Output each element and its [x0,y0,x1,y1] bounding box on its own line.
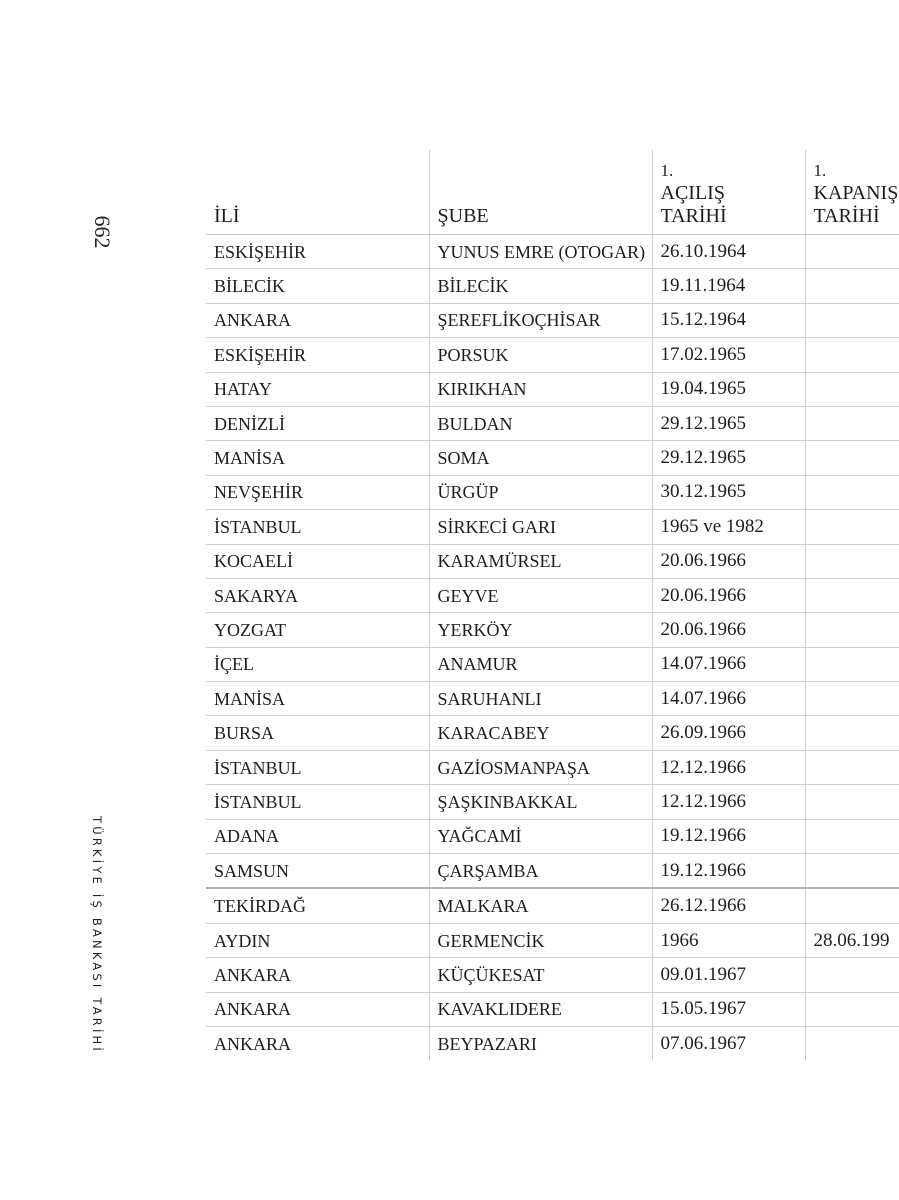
cell-kapanis [805,269,899,303]
cell-kapanis: 28.06.199 [805,923,899,957]
cell-il: İSTANBUL [206,785,429,819]
table-row [206,303,899,337]
table-row [206,750,899,784]
cell-il: MANİSA [206,441,429,475]
table-row [206,338,899,372]
cell-acilis: 20.06.1966 [652,544,805,578]
cell-sube: ŞEREFLİKOÇHİSAR [429,303,652,337]
cell-acilis: 1966 [652,923,805,957]
cell-kapanis [805,613,899,647]
table-row [206,269,899,303]
table-row [206,613,899,647]
cell-il: KOCAELİ [206,544,429,578]
cell-sube: KIRIKHAN [429,372,652,406]
cell-il: SAMSUN [206,854,429,889]
table-header [206,150,899,235]
cell-acilis: 1965 ve 1982 [652,510,805,544]
table-body [206,235,899,1061]
table-row [206,785,899,819]
table-row [206,854,899,889]
table-row [206,923,899,957]
cell-acilis: 19.12.1966 [652,854,805,889]
table-row [206,716,899,750]
branch-table [206,150,899,1060]
cell-acilis: 14.07.1966 [652,682,805,716]
table-row [206,235,899,269]
cell-sube: MALKARA [429,888,652,923]
cell-sube: BEYPAZARI [429,1026,652,1060]
cell-acilis: 09.01.1967 [652,958,805,992]
cell-il: ANKARA [206,958,429,992]
cell-il: BURSA [206,716,429,750]
header-row [206,150,899,235]
cell-kapanis [805,716,899,750]
cell-kapanis [805,819,899,853]
table-row [206,958,899,992]
cell-il: YOZGAT [206,613,429,647]
table-row [206,510,899,544]
cell-il: İSTANBUL [206,750,429,784]
header-kapanis-sublabel: TARİHİ [813,205,880,227]
cell-kapanis [805,544,899,578]
cell-sube: BİLECİK [429,269,652,303]
cell-kapanis [805,578,899,612]
cell-sube: ÜRGÜP [429,475,652,509]
cell-kapanis [805,958,899,992]
cell-acilis: 12.12.1966 [652,785,805,819]
cell-kapanis [805,992,899,1026]
cell-il: ESKİŞEHİR [206,338,429,372]
cell-sube: YERKÖY [429,613,652,647]
table-row [206,647,899,681]
table-row [206,578,899,612]
cell-il: ANKARA [206,303,429,337]
cell-kapanis [805,510,899,544]
table-row [206,544,899,578]
cell-kapanis [805,888,899,923]
header-acilis-sublabel: TARİHİ [660,205,727,227]
cell-kapanis [805,303,899,337]
cell-acilis: 29.12.1965 [652,441,805,475]
cell-sube: SOMA [429,441,652,475]
cell-sube: YUNUS EMRE (OTOGAR) [429,235,652,269]
cell-il: MANİSA [206,682,429,716]
cell-acilis: 26.12.1966 [652,888,805,923]
cell-il: TEKİRDAĞ [206,888,429,923]
table-row [206,1026,899,1060]
cell-sube: KÜÇÜKESAT [429,958,652,992]
table-row [206,992,899,1026]
cell-sube: PORSUK [429,338,652,372]
cell-sube: GEYVE [429,578,652,612]
cell-sube: YAĞCAMİ [429,819,652,853]
cell-kapanis [805,682,899,716]
cell-acilis: 20.06.1966 [652,578,805,612]
cell-il: HATAY [206,372,429,406]
cell-acilis: 19.11.1964 [652,269,805,303]
cell-sube: GERMENCİK [429,923,652,957]
cell-kapanis [805,338,899,372]
header-acilis-index: 1. [660,161,674,180]
table-row [206,475,899,509]
header-acilis [652,150,805,235]
header-kapanis-index: 1. [813,161,827,180]
cell-acilis: 12.12.1966 [652,750,805,784]
page-number: 662 [90,215,115,249]
header-kapanis-label: KAPANIŞ [813,182,899,204]
cell-sube: GAZİOSMANPAŞA [429,750,652,784]
cell-il: AYDIN [206,923,429,957]
cell-sube: BULDAN [429,406,652,440]
table-row [206,406,899,440]
cell-kapanis [805,235,899,269]
cell-sube: SARUHANLI [429,682,652,716]
cell-il: SAKARYA [206,578,429,612]
cell-sube: ŞAŞKINBAKKAL [429,785,652,819]
cell-acilis: 07.06.1967 [652,1026,805,1060]
cell-il: NEVŞEHİR [206,475,429,509]
cell-il: ADANA [206,819,429,853]
cell-acilis: 26.10.1964 [652,235,805,269]
cell-acilis: 19.04.1965 [652,372,805,406]
cell-acilis: 20.06.1966 [652,613,805,647]
cell-kapanis [805,1026,899,1060]
cell-sube: SİRKECİ GARI [429,510,652,544]
cell-il: ANKARA [214,1033,292,1054]
cell-kapanis [805,785,899,819]
cell-kapanis [805,441,899,475]
cell-il: DENİZLİ [206,406,429,440]
table-row [206,888,899,923]
cell-acilis: 19.12.1966 [652,819,805,853]
cell-il: ANKARA [206,992,429,1026]
cell-kapanis [805,647,899,681]
header-acilis-label: AÇILIŞ [660,182,725,204]
cell-acilis: 29.12.1965 [652,406,805,440]
cell-acilis: 17.02.1965 [652,338,805,372]
branch-table-container [206,150,899,1060]
cell-acilis: 26.09.1966 [652,716,805,750]
header-il: İLİ [206,150,429,235]
table-row [206,819,899,853]
cell-sube: KARAMÜRSEL [429,544,652,578]
cell-acilis: 15.12.1964 [652,303,805,337]
cell-kapanis [805,406,899,440]
running-title: TÜRKİYE İŞ BANKASI TARİHİ [90,816,104,1054]
table-row [206,372,899,406]
cell-kapanis [805,475,899,509]
cell-sube: KAVAKLIDERE [429,992,652,1026]
cell-acilis: 15.05.1967 [652,992,805,1026]
cell-acilis: 30.12.1965 [652,475,805,509]
cell-kapanis [805,750,899,784]
cell-il: İÇEL [206,647,429,681]
cell-kapanis [805,372,899,406]
header-kapanis [805,150,899,235]
header-sube: ŞUBE [429,150,652,235]
cell-sube: ANAMUR [429,647,652,681]
cell-acilis: 14.07.1966 [652,647,805,681]
table-row [206,441,899,475]
cell-il: İSTANBUL [206,510,429,544]
cell-sube: KARACABEY [429,716,652,750]
table-row [206,682,899,716]
cell-sube: ÇARŞAMBA [429,854,652,889]
cell-il: ESKİŞEHİR [206,235,429,269]
cell-il: BİLECİK [206,269,429,303]
cell-kapanis [805,854,899,889]
